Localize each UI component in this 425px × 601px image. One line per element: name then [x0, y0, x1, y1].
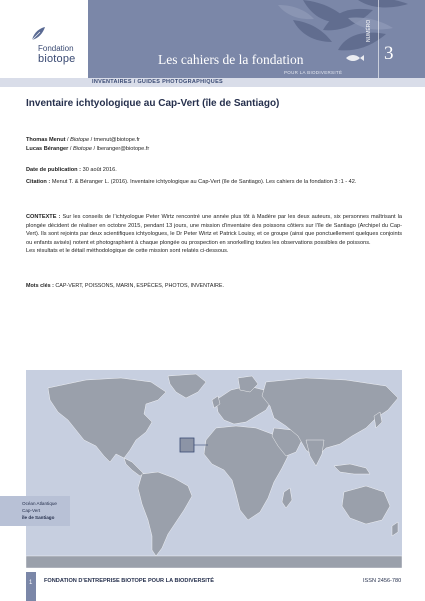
author-line-2: Lucas Béranger / Biotope / lberanger@biotope.fr [26, 146, 150, 152]
date-label: Date de publication : [26, 167, 82, 173]
leaf-logo-icon [30, 26, 46, 42]
author-email[interactable]: tmenut@biotope.fr [93, 137, 140, 143]
context-label: CONTEXTE : [26, 214, 61, 220]
context-text-2: Les résultats et le détail méthodologique de cette mission sont relatés ci-dessous. [26, 248, 229, 255]
map-australia [342, 486, 390, 524]
issn: ISSN 2456-780 [363, 578, 402, 584]
header-band [88, 0, 425, 78]
author-affiliation: Biotope [72, 146, 92, 152]
author-line-1: Thomas Menut / Biotope / tmenut@biotope.fr [26, 137, 140, 143]
publication-date [26, 167, 117, 173]
category-label: INVENTAIRES / GUIDES PHOTOGRAPHIQUES [92, 79, 224, 85]
footer-org-part1: FONDATION D’ENTREPRISE [44, 578, 120, 584]
legend-ocean: Océan Atlantique [22, 501, 57, 506]
map-india [306, 440, 324, 466]
journal-header [0, 0, 425, 78]
map-south-america [138, 472, 192, 556]
author-affiliation: Biotope [70, 137, 90, 143]
map-new-zealand [392, 522, 398, 536]
journal-title: Les cahiers de la fondation [158, 52, 304, 67]
legend-country: Cap-Vert [22, 508, 41, 513]
keywords [26, 283, 224, 289]
context-paragraph [26, 213, 402, 256]
citation-label: Citation : [26, 179, 51, 185]
issue-number-label: NUMÉRO [366, 19, 372, 42]
citation [26, 179, 356, 185]
cape-verde-highlight [180, 438, 194, 452]
footer-page-tab [26, 572, 36, 601]
logo-text-biotope: biotope [38, 53, 76, 65]
author-name: Lucas Béranger [26, 146, 69, 152]
map-indonesia [334, 464, 370, 474]
map-north-america [48, 378, 166, 462]
footer-org-brand: BIOTOPE [121, 578, 147, 584]
author-email[interactable]: lberanger@biotope.fr [96, 146, 150, 152]
map-central-america [124, 458, 144, 476]
journal-subtitle: POUR LA BIODIVERSITÉ [284, 70, 343, 75]
foundation-logo [0, 0, 88, 78]
issue-number: 3 [384, 43, 394, 64]
map-greenland [168, 374, 206, 398]
footer-organization [44, 578, 214, 584]
legend-island: île de Santiago [22, 515, 55, 520]
world-map-graphic [26, 370, 402, 568]
date-value: 30 août 2016. [82, 167, 117, 173]
map-antarctica [26, 556, 402, 568]
keywords-label: Mots clés : [26, 283, 54, 289]
citation-value: Menut T. & Béranger L. (2016). Inventaire ichtyologique au Cap-Vert (île de Santiago). Les cahiers de la fondation 3 :1 - 42. [51, 179, 357, 185]
footer-org-part2: POUR LA BIODIVERSITÉ [147, 578, 214, 584]
keywords-value: CAP-VERT, POISSONS, MARIN, ESPÈCES, PHOTOS, INVENTAIRE. [55, 283, 225, 289]
page-number: 1 [29, 580, 33, 586]
category-strip [0, 78, 425, 87]
map-legend [0, 496, 70, 526]
article-title: Inventaire ichtyologique au Cap-Vert (île de Santiago) [26, 98, 280, 109]
context-text: Sur les conseils de l’ichtyologue Peter Wirtz rencontré une année plus tôt à Madère par les deux auteurs, six personnes maîtrisant la plongée décident de réaliser en octobre 2015, pendant 13 jours, une mission d’inventaire des poissons côtiers sur l’île de Santiago (Archipel du Cap-Vert). Ils sont rejoints par deux scientifiques ichtyologues, le Dr Peter Wirtz et Patrick Louisy, et ce groupe (ainsi que ponctuellement quelques conjoints ou enfants avisés) notent et photographient à chaque plongée ou prospection en snorkelling toutes les observations possibles de poissons. [26, 214, 402, 246]
author-name: Thomas Menut [26, 137, 66, 143]
logo-text-fondation: Fondation [38, 44, 74, 53]
world-map [26, 370, 402, 568]
map-madagascar [282, 488, 292, 508]
